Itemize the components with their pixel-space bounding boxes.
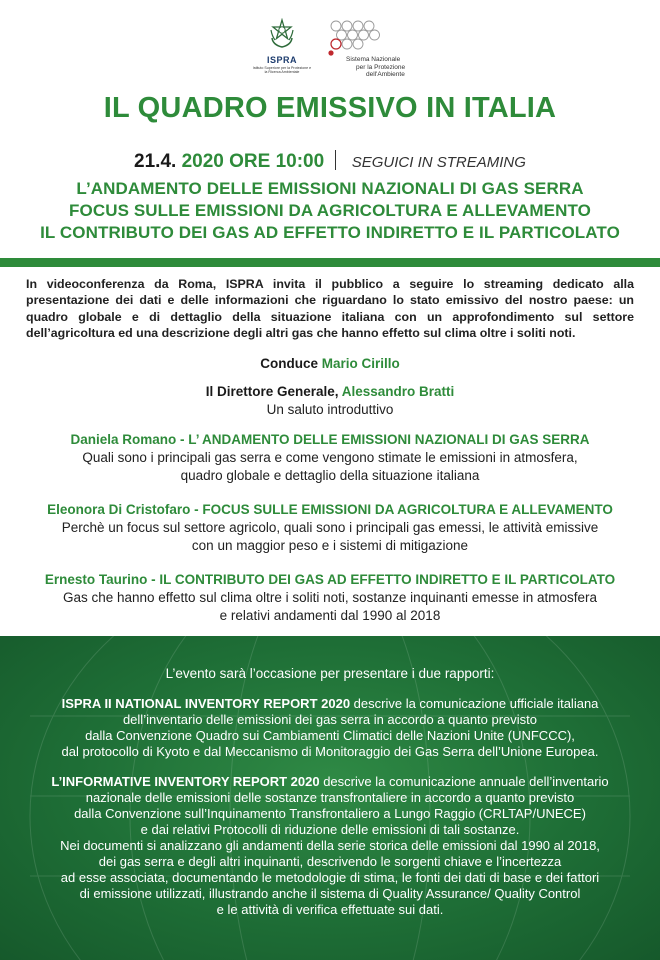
snpa-text <box>346 56 405 79</box>
nir-line <box>0 696 660 712</box>
green-divider-band <box>0 258 660 267</box>
topic-item: IL CONTRIBUTO DEI GAS AD EFFETTO INDIRETTO E IL PARTICOLATO <box>40 223 620 242</box>
snpa-logo <box>322 18 432 80</box>
nir-title: ISPRA II NATIONAL INVENTORY REPORT 2020 <box>61 696 351 711</box>
intro-paragraph: In videoconferenza da Roma, ISPRA invita il pubblico a seguire lo streaming dedicato alla presentazione dei dati e delle informazioni che riguardano lo stato emissivo del nostro paese: un quadro globale e di dettaglio della situazione italiana con un approfondimento sul settore dell’agricoltura ed una descrizione degli altri gas che hanno effetto sul clima oltre i soliti noti. <box>26 277 634 341</box>
talk-item <box>0 501 660 555</box>
ispra-name: ISPRA <box>266 55 297 65</box>
talk-description: e relativi andamenti dal 1990 al 2018 <box>219 608 441 623</box>
talk-title: Eleonora Di Cristofaro - FOCUS SULLE EMISSIONI DA AGRICOLTURA E ALLEVAMENTO <box>47 502 613 517</box>
talk-description: quadro globale e dettaglio della situazione italiana <box>180 468 480 483</box>
logos-header <box>0 18 660 84</box>
iir-text: e dai relativi Protocolli di riduzione delle emissioni di tali sostanze. <box>140 822 520 837</box>
nir-text: dell’inventario delle emissioni dei gas serra in accordo a quanto previsto <box>122 712 538 727</box>
docs-text: ad esse associata, documentando le metodologie di stima, le fonti dei dati di base e dei fattori <box>60 870 600 885</box>
welcome-note: Un saluto introduttivo <box>266 402 394 417</box>
topic-item: FOCUS SULLE EMISSIONI DA AGRICOLTURA E ALLEVAMENTO <box>69 201 591 220</box>
nir-text: dal protocollo di Kyoto e dal Meccanismo di Monitoraggio dei Gas Serra dell’Unione Europea. <box>61 744 599 759</box>
docs-text: dei gas serra e degli altri inquinanti, descrivendo le sorgenti chiave e l’incertezza <box>98 854 562 869</box>
snpa-line2: per la Protezione <box>356 63 406 71</box>
director-line <box>0 383 660 401</box>
iir-text: descrive la comunicazione annuale dell’inventario <box>319 774 609 789</box>
italian-emblem-icon <box>269 18 295 48</box>
talk-description: Gas che hanno effetto sul clima oltre i soliti noti, sostanze inquinanti emesse in atmosfera <box>62 590 598 605</box>
talk-description: Quali sono i principali gas serra e come vengono stimate le emissioni in atmosfera, <box>82 450 578 465</box>
talk-description: con un maggior peso e i sistemi di mitigazione <box>191 538 469 553</box>
director-name: Alessandro Bratti <box>341 384 455 399</box>
divider <box>335 150 336 170</box>
page-title: IL QUADRO EMISSIVO IN ITALIA <box>103 92 557 124</box>
snpa-line3: dell'Ambiente <box>366 71 405 78</box>
nir-text: dalla Convenzione Quadro sui Cambiamenti Climatici delle Nazioni Unite (UNFCCC), <box>85 728 575 743</box>
talk-item <box>0 431 660 485</box>
iir-title: L’INFORMATIVE INVENTORY REPORT 2020 <box>51 774 320 789</box>
nir-text: descrive la comunicazione ufficiale italiana <box>350 696 599 711</box>
docs-text: e le attività di verifica effettuate sui dati. <box>216 902 444 917</box>
reports-footer <box>0 636 660 960</box>
snpa-circles-icon <box>326 18 388 58</box>
talk-title: Ernesto Taurino - IL CONTRIBUTO DEI GAS AD EFFETTO INDIRETTO E IL PARTICOLATO <box>44 572 616 587</box>
streaming-link[interactable]: SEGUICI IN STREAMING <box>351 154 526 171</box>
topics-list <box>0 178 660 244</box>
event-date: 21.4. <box>134 151 177 172</box>
host-label: Conduce <box>260 356 322 371</box>
iir-line <box>0 774 660 790</box>
ispra-logo <box>252 18 312 75</box>
event-time: 2020 ORE 10:00 <box>181 151 325 172</box>
footer-content <box>0 666 660 918</box>
talk-description: Perchè un focus sul settore agricolo, quali sono i principali gas emessi, le attività emissive <box>61 520 599 535</box>
talk-title: Daniela Romano - L’ ANDAMENTO DELLE EMISSIONI NAZIONALI DI GAS SERRA <box>70 432 590 447</box>
program <box>0 355 660 625</box>
footer-lead: L’evento sarà l’occasione per presentare i due rapporti: <box>165 666 495 681</box>
host-name: Mario Cirillo <box>321 356 400 371</box>
snpa-line1: Sistema Nazionale <box>346 56 401 63</box>
talk-item <box>0 571 660 625</box>
director-label: Il Direttore Generale, <box>205 384 342 399</box>
iir-text: dalla Convenzione sull’Inquinamento Transfrontaliero a Lungo Raggio (CRLTAP/UNECE) <box>74 806 586 821</box>
date-row <box>0 150 660 173</box>
iir-text: nazionale delle emissioni delle sostanze transfrontaliere in accordo a quanto previsto <box>85 790 575 805</box>
topic-item: L’ANDAMENTO DELLE EMISSIONI NAZIONALI DI GAS SERRA <box>76 179 584 198</box>
docs-text: Nei documenti si analizzano gli andamenti della serie storica delle emissioni dal 1990 al 2018, <box>60 838 600 853</box>
host-line <box>0 355 660 373</box>
docs-text: di emissione utilizzati, illustrando anche il sistema di Quality Assurance/ Quality Control <box>79 886 581 901</box>
ispra-subtitle: Istituto Superiore per la Protezione e la Ricerca Ambientale <box>252 66 312 75</box>
